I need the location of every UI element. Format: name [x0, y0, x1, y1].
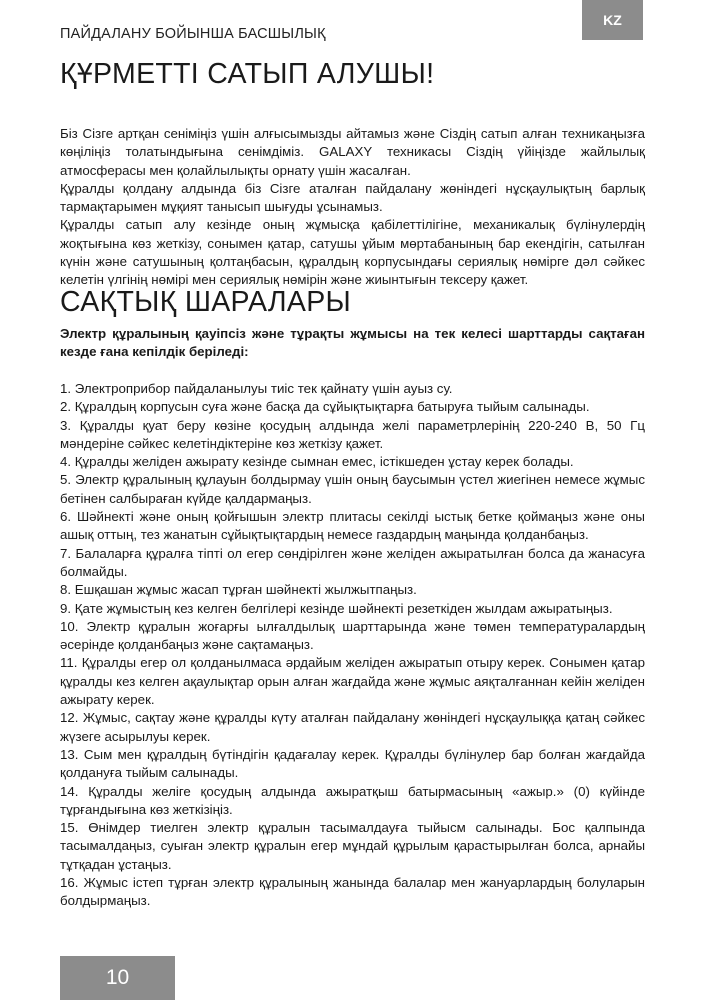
safety-list-item: 1. Электроприбор пайдаланылуы тиіс тек қайнату үшін ауыз су.: [60, 381, 453, 396]
safety-list-item: 16. Жұмыс істеп тұрған электр құралының жанында балалар мен жануарлардың болуларын болдырмаңыз.: [60, 875, 645, 909]
safety-intro-text: Электр құралының қауіпсіз және тұрақты жұмысы на тек келесі шарттарды сақтаған кезде ғана кепілдік беріледі:: [60, 326, 645, 360]
welcome-paragraph: Құралды қолдану алдында біз Сізге аталған пайдалану жөніндегі нұсқаулықтың барлық тармақтарымен мұқият танысып шығуды ұсынамыз.: [60, 180, 645, 215]
safety-list-item: 6. Шәйнекті және оның қойғышын электр плитасы секілді ыстық бетке қоймаңыз және оны ашық оттың, тез жанатын сұйықтықтардың немесе газдардың маңында қолданбаңыз.: [60, 509, 645, 543]
welcome-paragraph: Біз Сізге артқан сеніміңіз үшін алғысымызды айтамыз және Сіздің сатып алған техникаңызға көңіліңіз толатындығына сенімдіміз. GALAXY техникасы Сіздің үйіңізде жайлылық атмосферасы мен қолайлылықты орнату үшін жасалған.: [60, 126, 645, 178]
page-number: 10: [60, 956, 175, 1000]
language-badge: KZ: [582, 0, 643, 40]
safety-list: [60, 380, 645, 911]
safety-list-item: 12. Жұмыс, сақтау және құралды күту аталған пайдалану жөніндегі нұсқаулыққа қатаң сәйкес жүзеге асырылуы керек.: [60, 710, 645, 744]
welcome-heading: ҚҰРМЕТТІ САТЫП АЛУШЫ!: [60, 58, 435, 90]
safety-list-item: 14. Құралды желіге қосудың алдында ажыратқыш батырмасының «ажыр.» (0) күйінде тұрғандығына көз жеткізіңіз.: [60, 783, 645, 817]
safety-intro: [60, 325, 645, 362]
welcome-paragraph: Құралды сатып алу кезінде оның жұмысқа қабілеттілігіне, механикалық бүлінулердің жоқтығына көз жеткізу, сонымен қатар, сатушы ұйым мөртабанының бар екендігін, сатылған күнін және сатушының қолтаңбасын, құралдың корпусындағы сериялық нөмірге дәл сәйкес келетін үлгінің нөмірі мен сериялық нөмірін және жиынтығын тексеру қажет.: [60, 217, 645, 288]
safety-list-item: 5. Электр құралының құлауын болдырмау үшін оның баусымын үстел жиегінен немесе жұмыс бетінен салбыраған күйде қалдармаңыз.: [60, 472, 645, 506]
safety-list-item: 15. Өнімдер тиелген электр құралын тасымалдауға тыйысм салынады. Бос қалпында тасымалдаңыз, суыған электр құралын егер мұндай құрылым қарастырылған болса, арнайы тұтқадан ұстаңыз.: [60, 820, 645, 872]
safety-list-item: 13. Сым мен құралдың бүтіндігін қадағалау керек. Құралды бүлінулер бар болған жағдайда қолдануға тыйым салынады.: [60, 746, 645, 781]
safety-list-item: 11. Құралды егер ол қолданылмаса әрдайым желіден ажыратып отыру керек. Сонымен қатар құралды кез келген ақаулықтар орын алған жағдайда және жұмыс аяқталғаннан кейін желіден ажырату керек.: [60, 655, 645, 708]
safety-list-item: 2. Құралдың корпусын суға және басқа да сұйықтықтарға батыруға тыйым салынады.: [60, 399, 590, 415]
safety-list-item: 7. Балаларға құралға тіпті ол егер сөндірілген және желіден ажыратылған болса да жанасуға болмайды.: [60, 545, 645, 579]
safety-list-item: 3. Құралды қуат беру көзіне қосудың алдында желі параметрлерінің 220-240 В, 50 Гц мәндеріне сәйкес келетіндіктеріне көз жеткізу қажет.: [60, 417, 645, 451]
manual-header-title: ПАЙДАЛАНУ БОЙЫНША БАСШЫЛЫҚ: [60, 26, 326, 42]
safety-list-item: 4. Құралды желіден ажырату кезінде сымнан емес, істікшеден ұстау керек болады.: [60, 454, 574, 470]
safety-list-item: 10. Электр құралын жоғарғы ылғалдылық шарттарында және төмен температуралардың әсерінде қолданбаңыз және сақтамаңыз.: [60, 618, 645, 653]
welcome-text: [60, 125, 645, 290]
safety-list-item: 8. Ешқашан жұмыс жасап тұрған шәйнекті жылжытпаңыз.: [60, 582, 417, 598]
safety-heading: САҚТЫҚ ШАРАЛАРЫ: [60, 286, 352, 318]
safety-list-item: 9. Қате жұмыстың кез келген белгілері кезінде шәйнекті резеткіден жылдам ажыратыңыз.: [60, 600, 613, 616]
